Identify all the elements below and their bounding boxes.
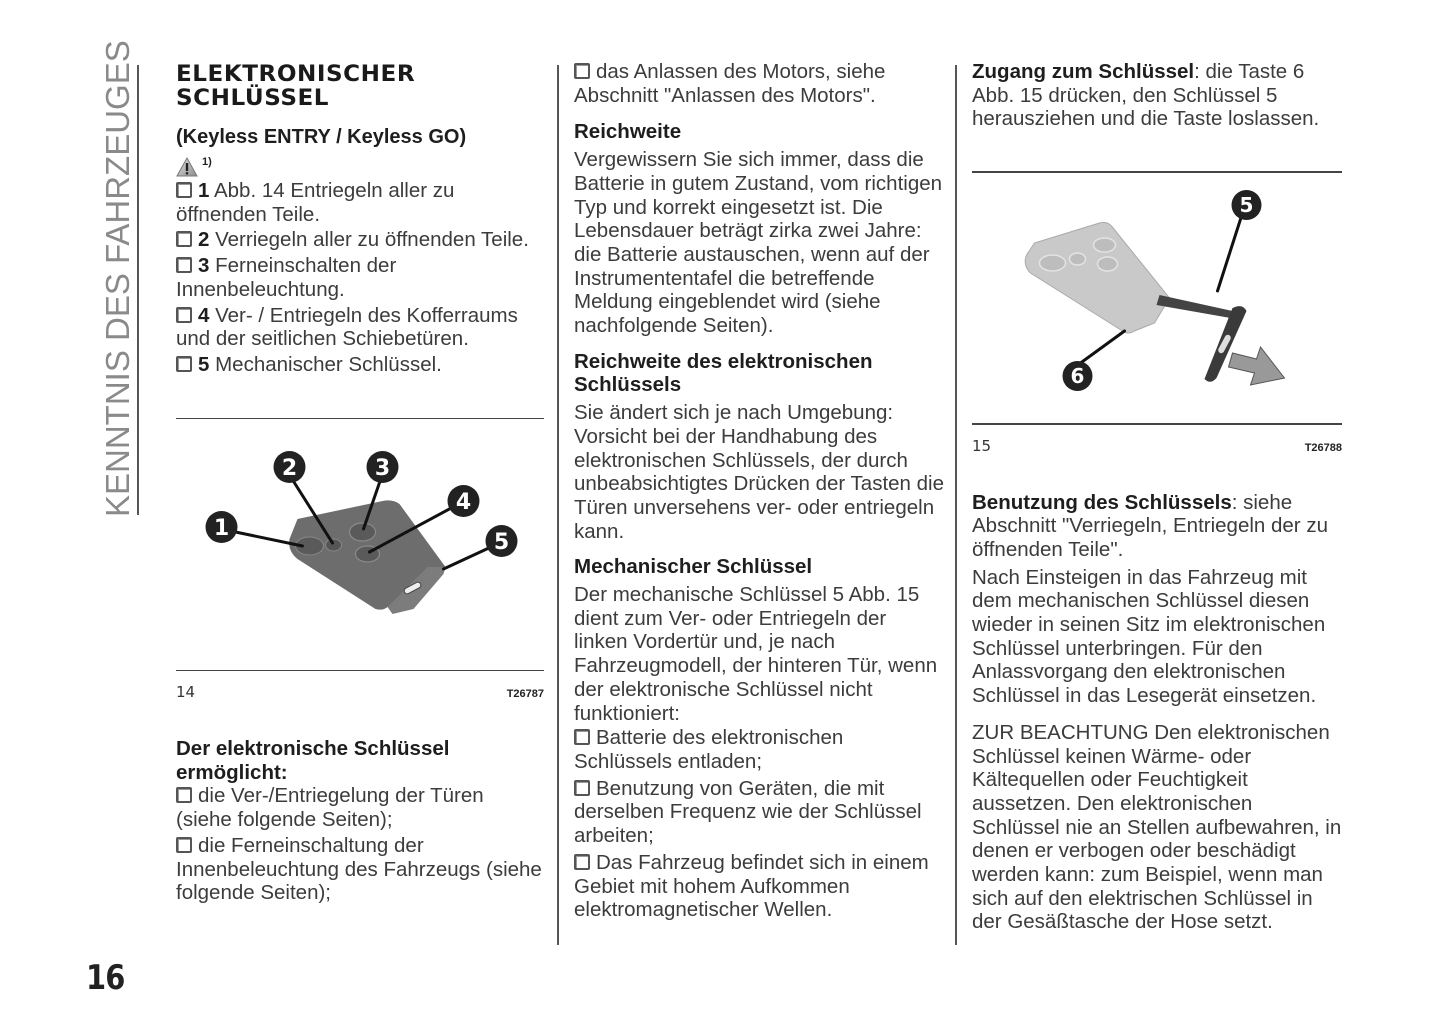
square-bullet-icon (176, 231, 192, 247)
column-divider-2 (955, 65, 957, 945)
square-bullet-icon (176, 356, 192, 372)
mechanical-key-item-text: Batterie des elektronischen Schlüssels entladen; (574, 726, 844, 773)
key-usage-paragraph (972, 491, 1342, 562)
legend-item (176, 254, 544, 301)
enables-text: die Ferneinschaltung der Innenbeleuchtung des Fahrzeugs (siehe folgende Seiten); (176, 833, 542, 905)
chapter-title-vertical: KENNTNIS DES FAHRZEUGES (99, 40, 136, 517)
electronic-key-card-illustration (176, 419, 544, 664)
legend-number: 5 (198, 352, 210, 376)
warning-reference (176, 151, 544, 177)
key-range-text: Sie ändert sich je nach Umgebung: Vorsicht bei der Handhabung des elektronischen Schlüssels, der durch unbeabsichtigtes Drücken der Tasten die Türen unversehens ver- oder entriegeln kann. (574, 401, 944, 543)
legend-item (176, 228, 544, 252)
square-bullet-icon (176, 837, 192, 853)
figure-bottom-rule (176, 670, 544, 672)
square-bullet-icon (574, 780, 590, 796)
figure-caption (972, 435, 1342, 461)
legend-item (176, 304, 544, 351)
range-heading: Reichweite (574, 120, 682, 144)
enables-text: die Ver-/Entriegelung der Türen (siehe folgende Seiten); (176, 784, 484, 832)
figure-14 (176, 418, 544, 707)
column-right (972, 60, 1342, 934)
key-usage-text: : siehe Abschnitt "Verriegeln, Entriegeln der zu öffnenden Teile". (972, 490, 1328, 561)
mechanical-key-item (574, 851, 944, 922)
mechanical-key-item (574, 777, 944, 848)
legend-text: Ver- / Entriegeln des Kofferraums und der seitlichen Schiebetüren. (176, 303, 518, 351)
figure-caption (176, 681, 544, 707)
legend-text: Mechanischer Schlüssel. (209, 352, 442, 376)
column-divider-1 (557, 65, 559, 945)
key-usage-label: Benutzung des Schlüssels (972, 490, 1232, 514)
column-left (176, 60, 544, 905)
square-bullet-icon (176, 257, 192, 273)
section-title-line1: ELEKTRONISCHER (176, 62, 416, 87)
mechanical-key-item-text: Benutzung von Geräten, die mit derselben Frequenz wie der Schlüssel arbeiten; (574, 776, 922, 848)
enables-heading: Der elektronische Schlüssel ermöglicht: (176, 737, 450, 784)
figure-number: 15 (972, 436, 992, 455)
legend-text: Abb. 14 Entriegeln aller zu öffnenden Teile. (176, 179, 455, 226)
warning-footnote-ref: 1) (202, 156, 212, 169)
warning-triangle-icon (176, 157, 198, 177)
square-bullet-icon (574, 729, 590, 745)
figure-number: 14 (176, 683, 196, 702)
legend-text: Verriegeln aller zu öffnenden Teile. (209, 228, 529, 252)
section-subtitle: (Keyless ENTRY / Keyless GO) (176, 126, 467, 148)
column-middle (574, 60, 944, 922)
svg-text:6: 6 (1070, 363, 1085, 388)
legend-item (176, 179, 544, 226)
figure-code: T26788 (1304, 441, 1342, 454)
svg-text:5: 5 (1239, 192, 1254, 217)
square-bullet-icon (176, 182, 192, 198)
after-entry-paragraph: Nach Einsteigen in das Fahrzeug mit dem mechanischen Schlüssel diesen wieder in seinen Sitz im elektronischen Schlüssel unterbringen. Für den Anlassvorgang den elektronischen Schlüssel in das Lesegerät einsetzen. (972, 565, 1326, 708)
mechanical-key-item-text: Das Fahrzeug befindet sich in einem Gebiet mit hohem Aufkommen elektromagnetischer Wellen. (574, 850, 929, 922)
mechanical-key-text: Der mechanische Schlüssel 5 Abb. 15 dient zum Ver- oder Entriegeln der linken Vordertür und, je nach Fahrzeugmodell, der hinteren Tür, wenn der elektronische Schlüssel nicht funktioniert: (574, 583, 938, 725)
section-title (176, 63, 562, 111)
enables-item (176, 834, 544, 905)
figure-code: T26787 (506, 688, 544, 701)
svg-text:5: 5 (493, 530, 510, 556)
square-bullet-icon (176, 787, 192, 803)
svg-text:1: 1 (213, 516, 230, 542)
mechanical-key-heading: Mechanischer Schlüssel (574, 555, 813, 579)
section-title-line2: SCHLÜSSEL (176, 86, 330, 111)
svg-text:2: 2 (281, 456, 298, 482)
key-access-label: Zugang zum Schlüssel (972, 60, 1195, 83)
key-range-heading: Reichweite des elektronischen Schlüssels (574, 349, 873, 397)
enables-item-continued (574, 60, 944, 107)
figure-15 (972, 171, 1342, 460)
legend-number: 3 (198, 254, 210, 278)
enables-text: das Anlassen des Motors, siehe Abschnitt "Anlassen des Motors". (574, 60, 886, 107)
legend-number: 2 (198, 228, 210, 252)
legend-number: 4 (198, 303, 210, 327)
chapter-rule (137, 65, 139, 515)
svg-text:3: 3 (374, 456, 391, 482)
note-paragraph: ZUR BEACHTUNG Den elektronischen Schlüssel keinen Wärme- oder Kältequellen oder Feuchtigkeit aussetzen. Den elektronischen Schlüssel nie an Stellen aufbewahren, in denen er verbogen oder beschädigt werden kann: zum Beispiel, wenn man sich auf den elektrischen Schlüssel in der Gesäßtasche der Hose setzt. (972, 720, 1342, 934)
mechanical-key-extraction-illustration (972, 173, 1342, 418)
figure-bottom-rule (972, 423, 1342, 425)
page-number: 16 (86, 958, 125, 998)
legend-number: 1 (198, 179, 210, 202)
range-text: Vergewissern Sie sich immer, dass die Batterie in gutem Zustand, vom richtigen Typ und korrekt eingesetzt ist. Die Lebensdauer beträgt zirka zwei Jahre: die Batterie austauschen, wenn auf der Instrumententafel die betreffende Meldung eingeblendet wird (siehe nachfolgende Seiten). (574, 148, 943, 338)
button-legend-list (176, 179, 544, 377)
legend-text: Ferneinschalten der Innenbeleuchtung. (176, 254, 397, 301)
key-access-paragraph (972, 60, 1342, 131)
square-bullet-icon (574, 854, 590, 870)
enables-item (176, 784, 544, 831)
mechanical-key-item (574, 726, 944, 773)
key-access-text: : die Taste 6 Abb. 15 drücken, den Schlüssel 5 herausziehen und die Taste loslassen. (972, 60, 1320, 131)
legend-item (176, 353, 544, 377)
square-bullet-icon (574, 63, 590, 79)
square-bullet-icon (176, 307, 192, 323)
svg-text:4: 4 (455, 490, 472, 516)
